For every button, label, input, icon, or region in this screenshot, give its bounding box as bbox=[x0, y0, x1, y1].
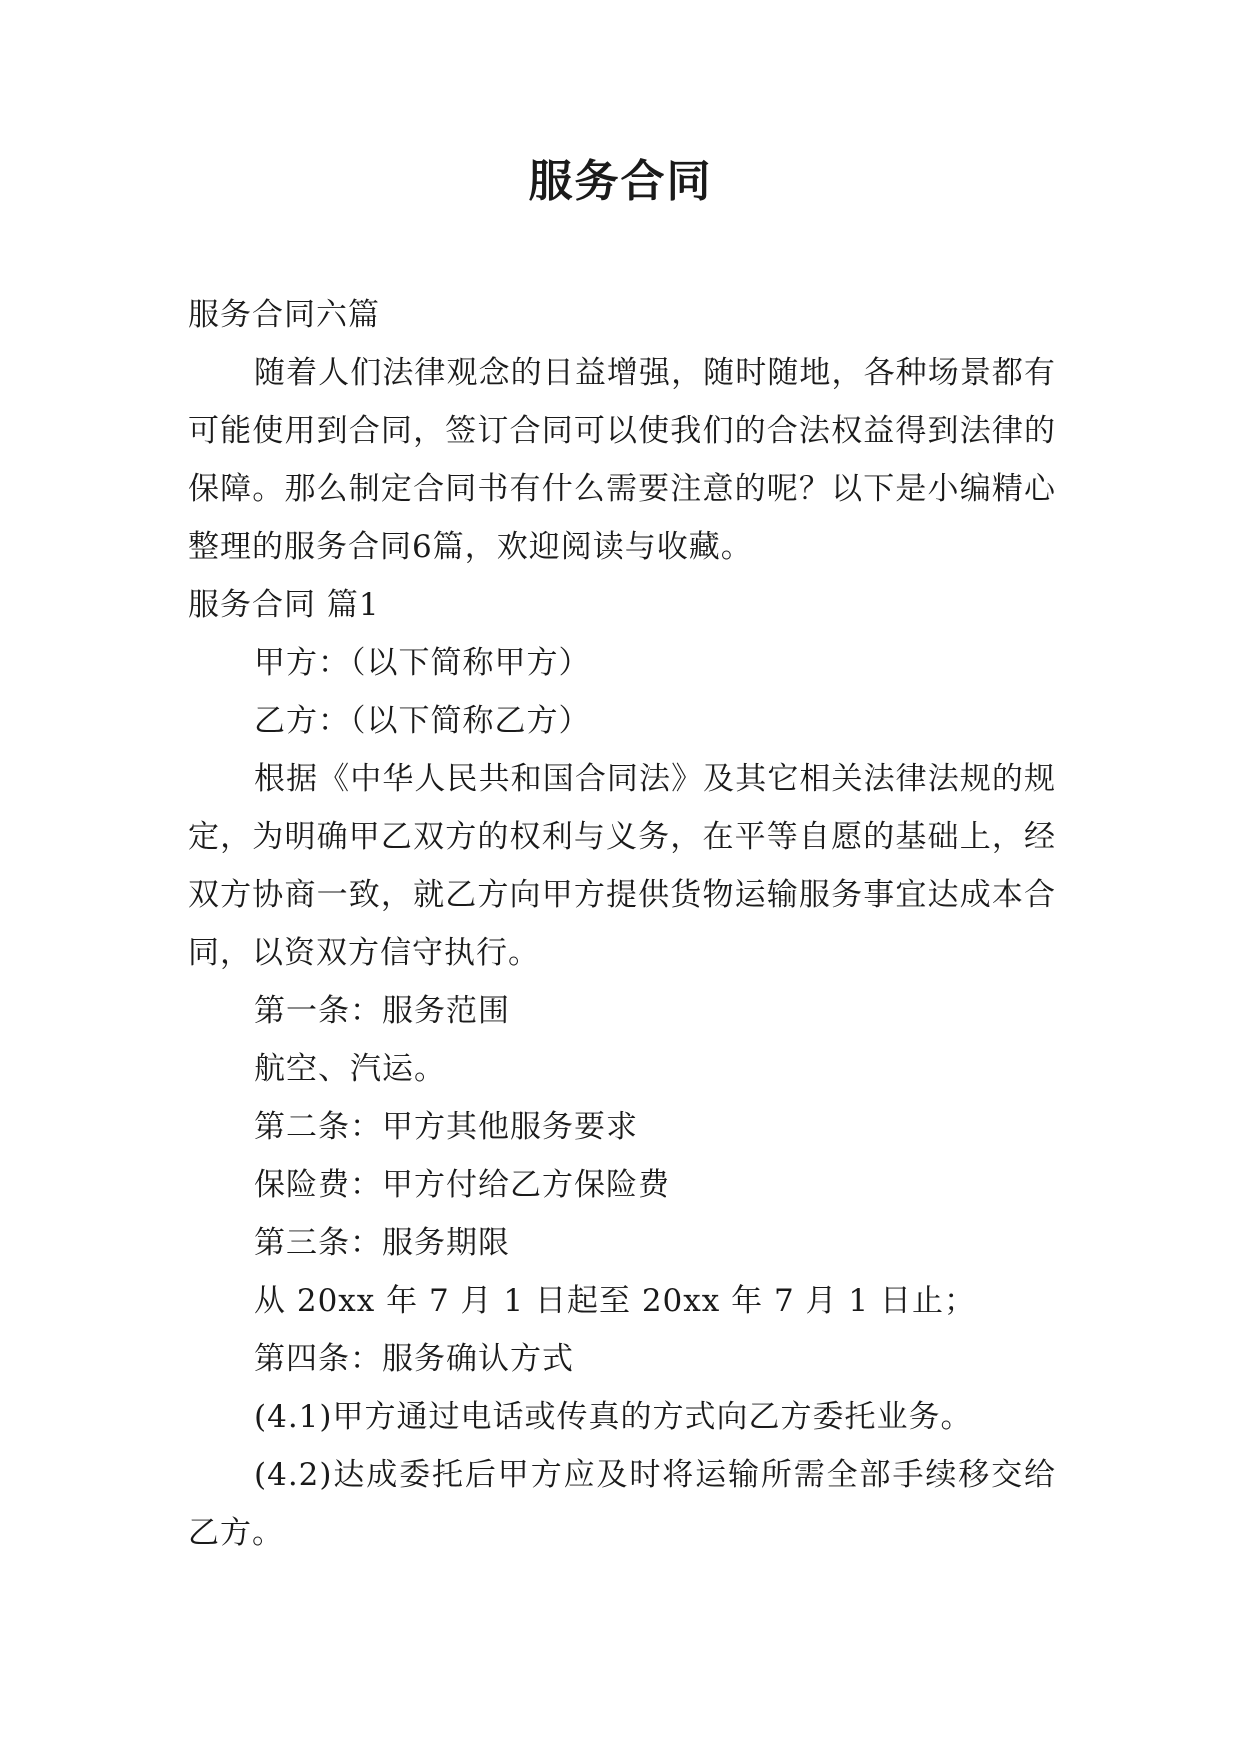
article-4-heading: 第四条：服务确认方式 bbox=[254, 1341, 574, 1377]
intro-paragraph: 随着人们法律观念的日益增强，随时随地，各种场景都有可能使用到合同，签订合同可以使我们的合法权益得到法律的保障。那么制定合同书有什么需要注意的呢？以下是小编精心整理的服务合同6篇，欢迎阅读与收藏。 bbox=[188, 355, 1056, 565]
article-3-heading: 第三条：服务期限 bbox=[254, 1225, 510, 1261]
article-2-content: 保险费：甲方付给乙方保险费 bbox=[254, 1167, 670, 1203]
article-3-content: 从 20xx 年 7 月 1 日起至 20xx 年 7 月 1 日止； bbox=[254, 1283, 976, 1319]
article-1-heading: 第一条：服务范围 bbox=[254, 993, 510, 1029]
article-1-content: 航空、汽运。 bbox=[254, 1051, 446, 1087]
party-a-line: 甲方：（以下简称甲方） bbox=[254, 645, 591, 681]
document-body bbox=[188, 286, 1056, 1562]
party-b-line: 乙方：（以下简称乙方） bbox=[254, 703, 591, 739]
article-4-item-1: (4.1)甲方通过电话或传真的方式向乙方委托业务。 bbox=[254, 1399, 973, 1435]
section-heading: 服务合同 篇1 bbox=[188, 587, 380, 623]
page-title: 服务合同 bbox=[528, 156, 713, 207]
article-4-item-2: (4.2)达成委托后甲方应及时将运输所需全部手续移交给乙方。 bbox=[188, 1457, 1056, 1551]
article-2-heading: 第二条：甲方其他服务要求 bbox=[254, 1109, 638, 1145]
preamble-paragraph: 根据《中华人民共和国合同法》及其它相关法律法规的规定，为明确甲乙双方的权利与义务，在平等自愿的基础上，经双方协商一致，就乙方向甲方提供货物运输服务事宜达成本合同，以资双方信守执行。 bbox=[188, 761, 1056, 971]
subtitle-line: 服务合同六篇 bbox=[188, 297, 380, 333]
